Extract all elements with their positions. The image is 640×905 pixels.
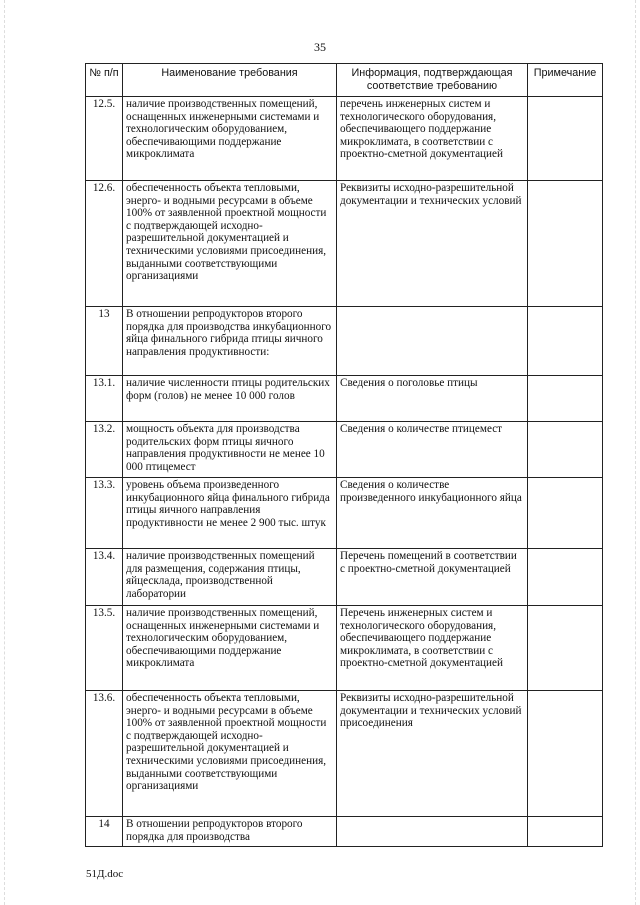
- row-name: мощность объекта для производства родительских форм птицы яичного направления продуктивности не менее 10 000 птицемест: [123, 422, 337, 478]
- row-note: [528, 478, 603, 549]
- row-info: Сведения о количестве произведенного инкубационного яйца: [337, 478, 528, 549]
- table-row: [86, 97, 603, 181]
- row-name: обеспеченность объекта тепловыми, энерго- и водными ресурсами в объеме 100% от заявленной проектной мощности с подтверждающей исходно-разрешительной документацией и техническими условиями присоединения, выданными соответствующими организациями: [123, 691, 337, 817]
- row-name: В отношении репродукторов второго порядка для производства инкубационного яйца финального гибрида птицы яичного направления продуктивности:: [123, 307, 337, 376]
- row-name: наличие производственных помещений для размещения, содержания птицы, яйцесклада, производственной лаборатории: [123, 549, 337, 606]
- row-name: наличие производственных помещений, оснащенных инженерными системами и технологическим оборудованием, обеспечивающими поддержание микроклимата: [123, 606, 337, 691]
- table-row: [86, 478, 603, 549]
- row-note: [528, 817, 603, 847]
- requirements-table: [85, 63, 603, 847]
- table-row: [86, 691, 603, 817]
- row-name: наличие численности птицы родительских форм (голов) не менее 10 000 голов: [123, 376, 337, 422]
- row-name: обеспеченность объекта тепловыми, энерго- и водными ресурсами в объеме 100% от заявленной проектной мощности с подтверждающей исходно-разрешительной документацией и техническими условиями присоединения, выданными соответствующими организациями: [123, 181, 337, 307]
- header-num: № п/п: [86, 64, 123, 97]
- row-num: 12.5.: [86, 97, 123, 181]
- row-info: Перечень инженерных систем и технологического оборудования, обеспечивающего поддержание микроклимата, в соответствии с проектно-сметной документацией: [337, 606, 528, 691]
- row-name: уровень объема произведенного инкубационного яйца финального гибрида птицы яичного направления продуктивности не менее 2 900 тыс. штук: [123, 478, 337, 549]
- table-row: [86, 422, 603, 478]
- row-note: [528, 97, 603, 181]
- row-note: [528, 307, 603, 376]
- table-row: [86, 307, 603, 376]
- scan-edge-left: [4, 0, 6, 905]
- row-num: 14: [86, 817, 123, 847]
- row-info: Реквизиты исходно-разрешительной документации и технических условий: [337, 181, 528, 307]
- header-info: Информация, подтверждающая соответствие требованию: [337, 64, 528, 97]
- row-note: [528, 691, 603, 817]
- table-row: [86, 376, 603, 422]
- row-num: 13: [86, 307, 123, 376]
- row-num: 12.6.: [86, 181, 123, 307]
- row-name: В отношении репродукторов второго порядка для производства: [123, 817, 337, 847]
- row-note: [528, 181, 603, 307]
- row-info: [337, 817, 528, 847]
- page-number: 35: [314, 40, 326, 54]
- row-name: наличие производственных помещений, оснащенных инженерными системами и технологическим оборудованием, обеспечивающими поддержание микроклимата: [123, 97, 337, 181]
- row-num: 13.1.: [86, 376, 123, 422]
- row-num: 13.3.: [86, 478, 123, 549]
- row-note: [528, 422, 603, 478]
- table-row: [86, 181, 603, 307]
- row-note: [528, 376, 603, 422]
- row-info: Перечень помещений в соответствии с проектно-сметной документацией: [337, 549, 528, 606]
- row-info: Реквизиты исходно-разрешительной документации и технических условий присоединения: [337, 691, 528, 817]
- row-num: 13.2.: [86, 422, 123, 478]
- table-row: [86, 817, 603, 847]
- row-note: [528, 606, 603, 691]
- row-num: 13.5.: [86, 606, 123, 691]
- table-row: [86, 606, 603, 691]
- row-num: 13.6.: [86, 691, 123, 817]
- table-row: [86, 549, 603, 606]
- row-info: [337, 307, 528, 376]
- row-info: Сведения о поголовье птицы: [337, 376, 528, 422]
- row-info: перечень инженерных систем и технологического оборудования, обеспечивающего поддержание микроклимата, в соответствии с проектно-сметной документацией: [337, 97, 528, 181]
- row-info: Сведения о количестве птицемест: [337, 422, 528, 478]
- header-name: Наименование требования: [123, 64, 337, 97]
- table-header-row: [86, 64, 603, 97]
- footer-filename: 51Д.doc: [86, 868, 124, 880]
- header-note: Примечание: [528, 64, 603, 97]
- row-num: 13.4.: [86, 549, 123, 606]
- row-note: [528, 549, 603, 606]
- scan-edge-right: [635, 0, 637, 905]
